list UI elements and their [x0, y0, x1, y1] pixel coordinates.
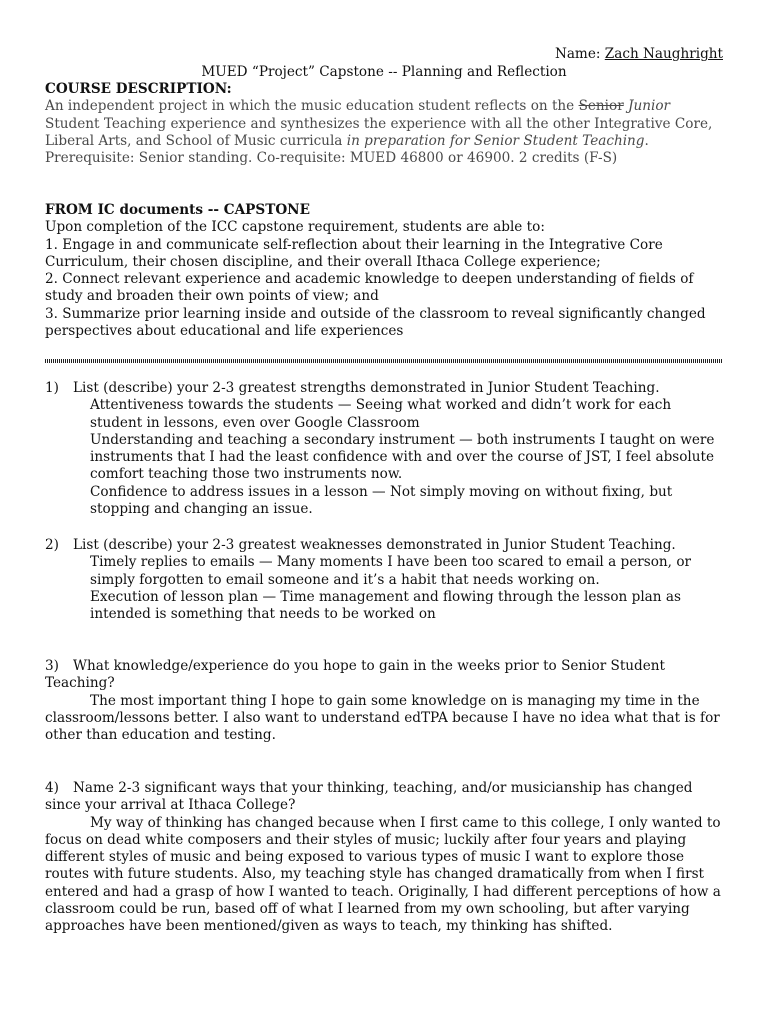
answer-item: Execution of lesson plan — Time management and flowing through the lesson plan as intended is something that needs to be worked on — [90, 588, 681, 623]
struck-word: Senior — [578, 98, 624, 115]
question-prompt: Name 2-3 significant ways that your thinking, teaching, and/or musicianship has changed since your arrival at Ithaca College? — [45, 780, 693, 814]
student-name: Zach Naughright — [604, 46, 723, 62]
course-description — [45, 81, 723, 167]
section-divider — [45, 359, 723, 363]
answer-paragraph: My way of thinking has changed because when I first came to this college, I only wanted to focus on dead white composers and their styles of music; luckily after four years and playing different styles of music and being exposed to various types of music I want to explore those routes with future students. Also, my teaching style has changed dramatically from when I first entered and had a grasp of how I wanted to teach. Originally, I had different perceptions of how a classroom could be run, based off of what I learned from my own schooling, but after varying approaches have been mentioned/given as ways to teach, my thinking has shifted. — [45, 814, 721, 935]
answer-item: Understanding and teaching a secondary instrument — both instruments I taught on were instruments that I had the least confidence with and over the course of JST, I feel absolute comfort teaching those two instruments now. — [90, 431, 715, 483]
ic-item: 2. Connect relevant experience and academic knowledge to deepen understanding of fields of study and broaden their own points of view; and — [45, 271, 694, 305]
ic-intro: Upon completion of the ICC capstone requirement, students are able to: — [45, 219, 545, 236]
question-4: 4) Name 2-3 significant ways that your thinking, teaching, and/or musicianship has changed since your arrival at Ithaca College? My way of thinking has changed because when I first came to this college, I only wanted to focus on dead white composers and their styles of music; luckily after four years and playing different styles of music and being exposed to various types of music I want to explore those routes with future students. Also, my teaching style has changed dramatically from when I first entered and had a grasp of how I wanted to teach. Originally, I had different perceptions of how a classroom could be run, based off of what I learned from my own schooling, but after varying approaches have been mentioned/given as ways to teach, my thinking has shifted. — [45, 780, 723, 936]
course-description-text: An independent project in which the music education student reflects on the Senior Junior Student Teaching experience and synthesizes the experience with all the other Integrative Core, Liberal Arts, and School of Music curricula in preparation for Senior Student Teaching. Prerequisite: Senior standing. Co-requisite: MUED 46800 or 46900. 2 credits (F-S) — [45, 98, 713, 167]
answer-item: Attentiveness towards the students — Seeing what worked and didn’t work for each student in lessons, even over Google Classroom — [90, 397, 672, 431]
document-title: MUED “Project” Capstone -- Planning and Reflection — [201, 64, 567, 80]
ic-capstone-section — [45, 202, 723, 340]
question-3: 3) What knowledge/experience do you hope to gain in the weeks prior to Senior Student Teaching? The most important thing I hope to gain some knowledge on is managing my time in the classroom/lessons better. I also want to understand edTPA because I have no idea what that is for other than education and testing. — [45, 658, 723, 744]
question-prompt: What knowledge/experience do you hope to gain in the weeks prior to Senior Student Teaching? — [45, 658, 666, 692]
question-1: 1) List (describe) your 2-3 greatest strengths demonstrated in Junior Student Teaching. Attentiveness towards the students — Seeing what worked and didn’t work for each student in lessons, even over Google Classroom Understanding and teaching a secondary instrument — both instruments I taught on were instruments that I had the least confidence with and over the course of JST, I feel absolute comfort teaching those two instruments now. Confidence to address issues in a lesson — Not simply moving on without fixing, but stopping and changing an issue. — [45, 380, 723, 518]
name-line — [555, 46, 723, 63]
question-prompt: List (describe) your 2-3 greatest strengths demonstrated in Junior Student Teaching. — [73, 380, 660, 396]
course-description-heading: COURSE DESCRIPTION: — [45, 81, 232, 97]
answer-item: Timely replies to emails — Many moments I have been too scared to email a person, or simply forgotten to email someone and it’s a habit that needs working on. — [90, 554, 692, 588]
ic-heading: FROM IC documents -- CAPSTONE — [45, 202, 310, 218]
question-prompt: List (describe) your 2-3 greatest weaknesses demonstrated in Junior Student Teaching. — [73, 537, 676, 553]
ic-item: 3. Summarize prior learning inside and outside of the classroom to reveal significantly changed perspectives about educational and life experiences — [45, 305, 706, 340]
answer-item: Confidence to address issues in a lesson — Not simply moving on without fixing, but stopping and changing an issue. — [90, 483, 673, 518]
answer-paragraph: The most important thing I hope to gain some knowledge on is managing my time in the classroom/lessons better. I also want to understand edTPA because I have no idea what that is for other than education and testing. — [45, 692, 720, 744]
name-label: Name: — [554, 46, 605, 62]
ic-item: 1. Engage in and communicate self-reflection about their learning in the Integrative Core Curriculum, their chosen discipline, and their overall Ithaca College experience; — [45, 236, 663, 270]
question-2: 2) List (describe) your 2-3 greatest weaknesses demonstrated in Junior Student Teaching. Timely replies to emails — Many moments I have been too scared to email a person, or simply forgotten to email someone and it’s a habit that needs working on. Execution of lesson plan — Time management and flowing through the lesson plan as intended is something that needs to be worked on — [45, 537, 723, 623]
